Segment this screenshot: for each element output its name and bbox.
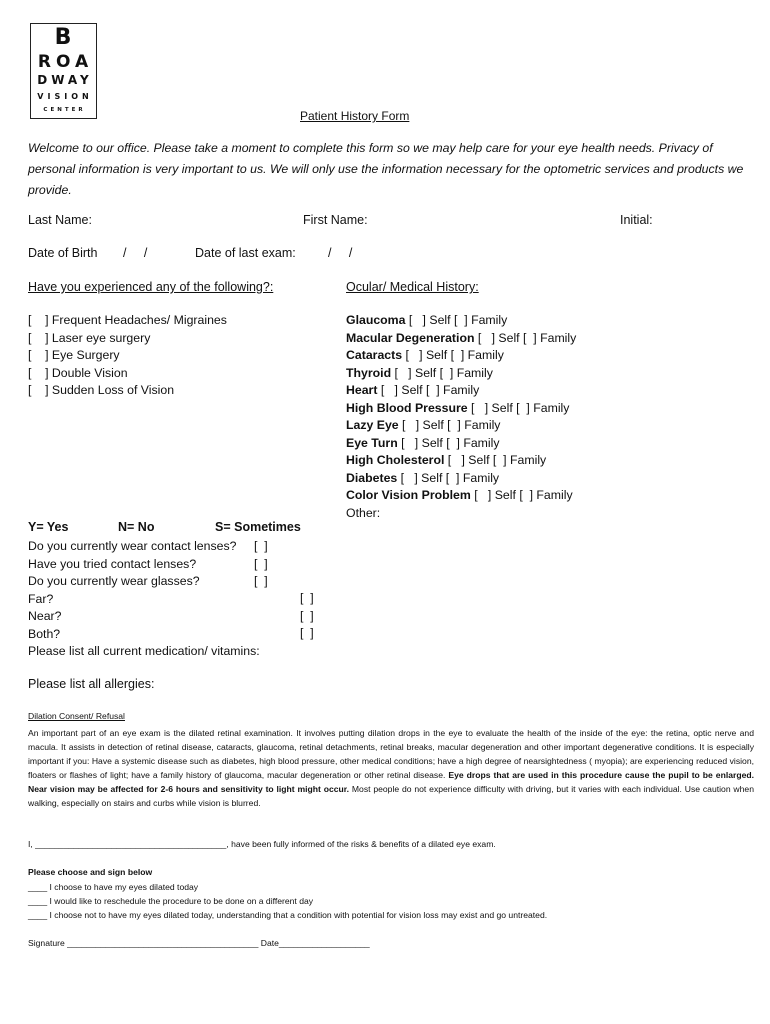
- condition-name: Thyroid: [346, 365, 392, 380]
- choice-reschedule[interactable]: ____ I would like to reschedule the procedure to be done on a different day: [28, 896, 314, 906]
- list-item: [ ] Double Vision: [28, 365, 128, 380]
- checkbox[interactable]: [ ]: [254, 574, 268, 588]
- experienced-heading: Have you experienced any of the following?:: [28, 280, 274, 294]
- condition-options: [ ] Self [ ] Family: [467, 400, 570, 415]
- condition-options: [ ] Self [ ] Family: [444, 453, 547, 467]
- checkbox[interactable]: [ ]: [254, 556, 268, 571]
- other-label: Other:: [346, 505, 381, 520]
- list-item: [346, 312, 576, 330]
- condition-options: [ ] Self [ ] Family: [398, 418, 501, 432]
- last-exam-slashes: / /: [328, 246, 353, 260]
- condition-name: Lazy Eye: [346, 418, 399, 432]
- condition-name: Cataracts: [346, 348, 403, 362]
- signature-line[interactable]: Signature ________________________________________ Date___________________: [28, 938, 370, 948]
- list-item: [ ] Eye Surgery: [28, 348, 120, 362]
- dob-label: Date of Birth: [28, 246, 98, 260]
- condition-name: Glaucoma: [346, 313, 406, 327]
- choose-heading: Please choose and sign below: [28, 867, 153, 877]
- question-contacts: Do you currently wear contact lenses?: [28, 539, 237, 553]
- checkbox[interactable]: [ ]: [300, 626, 314, 640]
- list-item: [346, 487, 576, 505]
- condition-options: [ ] Self [ ] Family: [397, 435, 500, 450]
- list-item: [346, 330, 576, 348]
- logo-line-4: VISION: [37, 92, 93, 101]
- condition-options: [ ] Self [ ] Family: [377, 383, 480, 397]
- medication-label: Please list all current medication/ vitamins:: [28, 644, 260, 658]
- condition-options: [ ] Self [ ] Family: [391, 365, 493, 380]
- checkbox[interactable]: [ ]: [300, 591, 314, 605]
- glasses-sub-boxes: [300, 590, 314, 643]
- list-item: [346, 417, 576, 435]
- consent-text: An important part of an eye exam is the dilated retinal examination. It involves putting dilation drops in the eye to evaluate the health of the inside of the eye: the retina, optic nerve and macula. It assists in detection of retinal disease, cataracts, glaucoma, retinal detachments, retinal breaks, macular degeneration and other important degenerative conditions. It is especially important if you: Have a systemic disease such as diabetes, high blood pressure, other medical conditions; have a high degree of nearsightedness ( myopia); are experiencing reduced vision, floaters or flashes of light; have a family history of glaucoma, macular degeneration or other retinal disease.: [28, 728, 754, 780]
- condition-name: Heart: [346, 383, 378, 397]
- consent-warning: Eye drops that are used in this procedure cause the pupil to be enlarged. Near vision may be affected for 2-6 hours and sensitivity to light might occur.: [28, 770, 754, 794]
- question-near: Near?: [28, 609, 62, 623]
- legend-no: N= No: [118, 520, 155, 534]
- question-glasses: Do you currently wear glasses?: [28, 574, 200, 588]
- condition-name: Macular Degeneration: [346, 330, 475, 345]
- question-both: Both?: [28, 626, 61, 641]
- list-item: [ ] Frequent Headaches/ Migraines: [28, 313, 227, 327]
- informed-statement: I, ________________________________________, have been fully informed of the risks & benefits of a dilated eye exam.: [28, 839, 496, 849]
- question-boxes: [254, 538, 268, 591]
- questions-list: [28, 538, 260, 661]
- condition-options: [ ] Self [ ] Family: [405, 313, 508, 327]
- condition-name: Eye Turn: [346, 435, 398, 450]
- checkbox[interactable]: [ ]: [300, 608, 314, 623]
- dob-slashes: / /: [123, 246, 148, 260]
- consent-text: Most people do not experience difficulty with driving, but it varies with each individual. Use caution when walking, especially on stairs and curbs while vision is blurred.: [28, 784, 754, 808]
- legend-yes: Y= Yes: [28, 520, 69, 534]
- condition-options: [ ] Self [ ] Family: [474, 330, 577, 345]
- list-item: [ ] Sudden Loss of Vision: [28, 383, 175, 397]
- form-title: Patient History Form: [300, 109, 410, 123]
- intro-paragraph: Welcome to our office. Please take a moment to complete this form so we may help care for your eye health needs. Privacy of personal information is very important to us. We will only use the information necessary for the optometric services and products we provide.: [28, 141, 744, 197]
- choice-decline[interactable]: ____ I choose not to have my eyes dilated today, understanding that a condition with potential for vision loss may exist and go untreated.: [28, 910, 548, 920]
- experienced-list: [28, 312, 227, 400]
- condition-name: High Blood Pressure: [346, 400, 468, 415]
- list-item: [346, 435, 576, 453]
- last-name-label: Last Name:: [28, 213, 92, 227]
- list-item: [346, 470, 576, 488]
- list-item: [346, 347, 576, 365]
- logo-line-1: B: [54, 25, 73, 50]
- logo-line-2: ROA: [37, 52, 94, 72]
- condition-options: [ ] Self [ ] Family: [402, 348, 504, 362]
- list-item: [346, 452, 576, 470]
- dilation-consent-heading: Dilation Consent/ Refusal: [28, 711, 125, 721]
- allergies-label: Please list all allergies:: [28, 677, 155, 691]
- first-name-label: First Name:: [303, 213, 368, 227]
- last-exam-label: Date of last exam:: [195, 246, 296, 260]
- logo-line-5: CENTER: [43, 107, 86, 113]
- list-item: [346, 400, 576, 418]
- list-item: [ ] Laser eye surgery: [28, 330, 151, 345]
- question-far: Far?: [28, 591, 54, 606]
- condition-name: Color Vision Problem: [346, 488, 471, 502]
- checkbox[interactable]: [ ]: [254, 539, 268, 553]
- ocular-history-list: [346, 312, 576, 522]
- condition-name: High Cholesterol: [346, 453, 445, 467]
- condition-options: [ ] Self [ ] Family: [397, 470, 500, 485]
- list-item: [346, 382, 576, 400]
- condition-name: Diabetes: [346, 470, 398, 485]
- choices-list: [28, 880, 547, 922]
- ocular-history-heading: Ocular/ Medical History:: [346, 280, 479, 294]
- dilation-consent-body: [28, 726, 754, 810]
- list-item: [346, 365, 576, 383]
- logo-line-3: DWAY: [37, 73, 93, 87]
- broadway-vision-logo: [30, 23, 97, 119]
- condition-options: [ ] Self [ ] Family: [470, 488, 573, 502]
- initial-label: Initial:: [620, 213, 653, 227]
- question-tried-contacts: Have you tried contact lenses?: [28, 556, 197, 571]
- choice-dilate-today[interactable]: ____ I choose to have my eyes dilated today: [28, 882, 199, 892]
- legend-sometimes: S= Sometimes: [215, 520, 301, 534]
